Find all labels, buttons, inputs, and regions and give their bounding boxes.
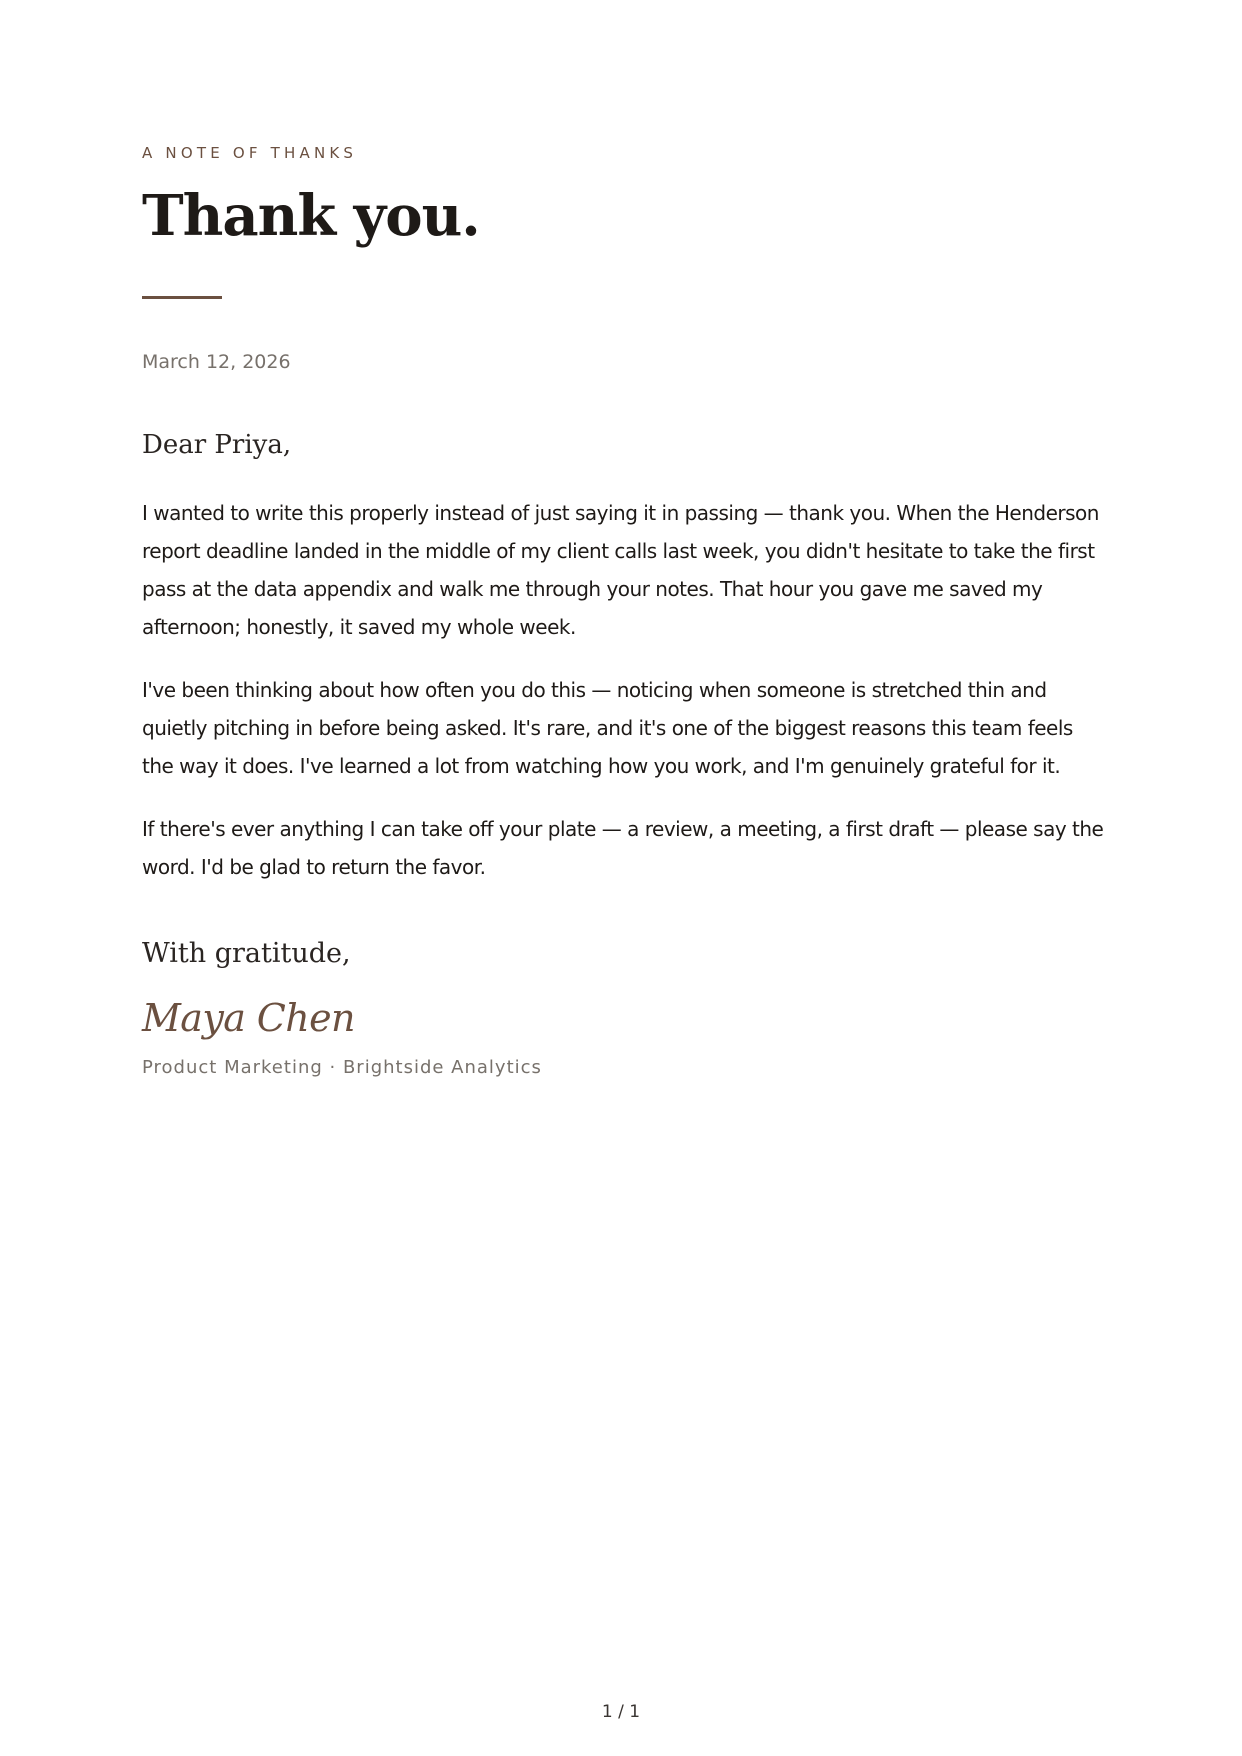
body-paragraph-3: If there's ever anything I can take off your plate — a review, a meeting, a first draft — please say the word. I'd be glad to return the favor.	[142, 817, 1104, 879]
signer-title: Product Marketing · Brightside Analytics	[142, 1057, 542, 1078]
page-number: 1 / 1	[601, 1702, 641, 1722]
body-paragraph-2: I've been thinking about how often you do this — noticing when someone is stretched thin and quietly pitching in before being asked. It's rare, and it's one of the biggest reasons this team feels the way it does. I've learned a lot from watching how you work, and I'm genuinely grateful for it.	[142, 678, 1073, 778]
salutation: Dear Priya,	[142, 430, 292, 460]
eyebrow-label: A NOTE OF THANKS	[142, 144, 358, 162]
letter-title: Thank you.	[142, 183, 480, 249]
body-paragraph-1: I wanted to write this properly instead of just saying it in passing — thank you. When the Henderson report deadline landed in the middle of my client calls last week, you didn't hesitate to take the first pass at the data appendix and walk me through your notes. That hour you gave me saved my afternoon; honestly, it saved my whole week.	[142, 501, 1099, 639]
signature-name: Maya Chen	[142, 996, 355, 1040]
closing-line: With gratitude,	[142, 938, 351, 969]
title-divider	[142, 296, 222, 299]
letter-date: March 12, 2026	[142, 351, 291, 373]
letter-body	[142, 494, 1107, 911]
